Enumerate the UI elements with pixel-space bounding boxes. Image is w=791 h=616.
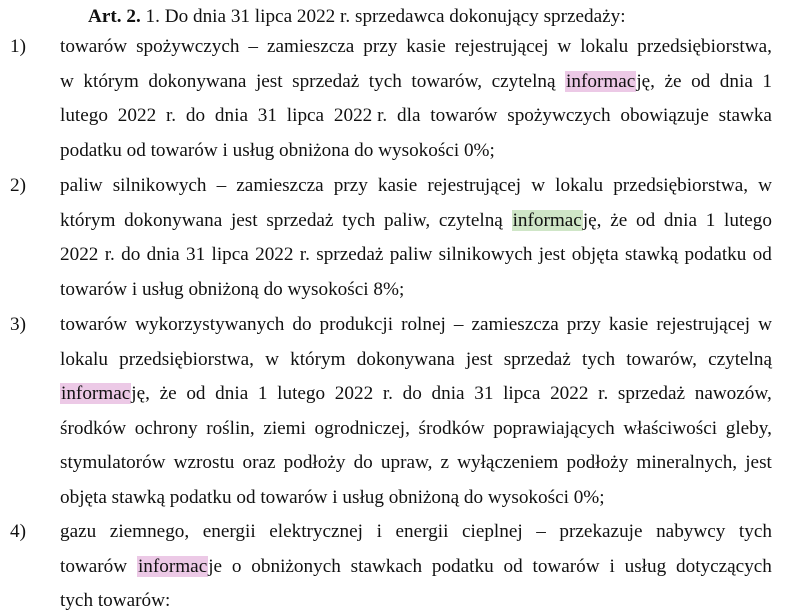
word: towarów <box>60 36 128 57</box>
word: tych <box>582 349 616 370</box>
item-line <box>60 171 772 201</box>
word: czytelną <box>708 349 772 370</box>
word: towarów <box>532 556 600 577</box>
word: tych <box>342 210 376 231</box>
word: 2022 <box>60 244 99 265</box>
word: którym <box>60 210 116 231</box>
word: właściwości <box>623 418 718 439</box>
word: rolnej <box>401 314 446 335</box>
word: dnia <box>719 71 753 92</box>
item-number: 3) <box>10 314 26 335</box>
word: spożywczych <box>136 36 240 57</box>
word: stawka <box>718 105 772 126</box>
word: lipca <box>211 244 249 265</box>
word: którym <box>83 71 139 92</box>
word: w <box>557 36 572 57</box>
word: o <box>231 556 242 577</box>
word: od <box>691 71 711 92</box>
word: przedsiębiorstwa, <box>119 349 254 370</box>
word: jest <box>230 210 258 231</box>
word: dokonywana <box>356 349 455 370</box>
word: ziemnego, <box>109 521 190 542</box>
word: sprzedaż <box>316 244 384 265</box>
word: obniżonych <box>251 556 341 577</box>
word: dla <box>397 105 421 126</box>
highlighted-word: informac <box>137 556 208 577</box>
word: tych <box>738 521 772 542</box>
word: dnia <box>215 383 249 404</box>
word: podatku <box>431 556 494 577</box>
word: podatku <box>684 244 747 265</box>
word: że <box>159 383 177 404</box>
word: usług <box>624 556 667 577</box>
word: paliw, <box>383 210 431 231</box>
word: stymulatorów <box>60 452 166 473</box>
word: dokonywana <box>148 71 247 92</box>
word: w <box>265 349 279 370</box>
item-line <box>60 379 772 409</box>
word: towarów <box>60 556 128 577</box>
word: dnia <box>214 105 248 126</box>
item-line <box>60 448 772 478</box>
word: zamieszcza <box>236 175 324 196</box>
word: silnikowych <box>112 175 207 196</box>
word: do <box>185 105 206 126</box>
item-number: 1) <box>10 36 26 57</box>
word: do <box>292 314 312 335</box>
word: obowiązuje <box>620 105 709 126</box>
word: 2022 <box>255 244 294 265</box>
word: towarów <box>430 105 498 126</box>
item-line <box>60 517 772 547</box>
word: rejestrującej <box>454 36 549 57</box>
item-line <box>60 552 772 582</box>
word: że <box>610 210 628 231</box>
word: 1 <box>705 210 716 231</box>
word: od <box>752 244 772 265</box>
word: informację, <box>61 383 150 404</box>
word: od <box>503 556 523 577</box>
word: wzrostu <box>173 452 235 473</box>
word: spożywczych <box>507 105 611 126</box>
word: od <box>636 210 656 231</box>
item-line <box>60 345 772 375</box>
word: towarów, <box>411 71 483 92</box>
word: dnia <box>663 210 697 231</box>
word: jest <box>538 244 566 265</box>
item-line: podatku od towarów i usług obniżona do wysokości 0%; <box>60 140 495 161</box>
word: informacje <box>137 556 223 577</box>
word: informację, <box>566 71 655 92</box>
word: 2022 r. <box>333 105 388 126</box>
word: sprzedaż <box>292 71 360 92</box>
highlighted-word: informac <box>61 383 131 404</box>
word: rejestrującej <box>656 314 751 335</box>
word: i <box>376 521 382 542</box>
word: lutego <box>277 383 326 404</box>
word: którym <box>290 349 346 370</box>
word: roślin, <box>206 418 255 439</box>
word: do <box>121 244 141 265</box>
word: do <box>353 452 373 473</box>
word: r. <box>104 244 115 265</box>
word: objęta <box>571 244 619 265</box>
word: jest <box>255 71 283 92</box>
word: w <box>758 175 772 196</box>
word: stawką <box>624 244 679 265</box>
highlighted-word: informac <box>566 71 636 92</box>
word: zamieszcza <box>266 36 355 57</box>
word: przy <box>363 36 398 57</box>
word: że <box>664 71 682 92</box>
word: rejestrującej <box>427 175 522 196</box>
word: zamieszcza <box>471 314 559 335</box>
word: paliw <box>60 175 103 196</box>
word: lokalu <box>580 36 629 57</box>
word: dokonywana <box>124 210 223 231</box>
word: – <box>216 175 227 196</box>
word: informację, <box>512 210 602 231</box>
word: paliw <box>389 244 433 265</box>
article-label: Art. 2. <box>88 6 141 27</box>
item-line <box>60 101 772 131</box>
word: lokalu <box>60 349 108 370</box>
item-line <box>60 310 772 340</box>
word: ogrodniczej, <box>314 418 410 439</box>
word: towarów <box>60 314 128 335</box>
word: lokalu <box>555 175 604 196</box>
word: lutego <box>724 210 772 231</box>
word: produkcji <box>319 314 394 335</box>
item-number: 4) <box>10 521 26 542</box>
word: mineralnych, <box>636 452 738 473</box>
word: od <box>186 383 206 404</box>
word: kasie <box>608 314 649 335</box>
word: 2022 <box>334 383 374 404</box>
word: przekazuje <box>559 521 643 542</box>
word: dnia <box>146 244 180 265</box>
word: – <box>248 36 258 57</box>
word: sprzedaż <box>503 349 571 370</box>
word: – <box>453 314 464 335</box>
word: z <box>440 452 450 473</box>
word: stawkach <box>350 556 423 577</box>
word: r. <box>382 383 393 404</box>
word: lipca <box>503 383 541 404</box>
word: do <box>402 383 422 404</box>
word: gleby, <box>725 418 772 439</box>
item-line <box>60 32 772 62</box>
word: jest <box>465 349 493 370</box>
word: ochrony <box>134 418 198 439</box>
word: upraw, <box>380 452 433 473</box>
word: 31 <box>257 105 277 126</box>
word: oraz <box>242 452 276 473</box>
word: wykorzystywanych <box>135 314 285 335</box>
word: nabywcy <box>656 521 726 542</box>
word: towarów, <box>626 349 697 370</box>
highlighted-word: informac <box>512 210 582 231</box>
item-number: 2) <box>10 175 26 196</box>
article-heading <box>88 2 626 32</box>
word: lutego <box>60 105 108 126</box>
word: sprzedaż <box>266 210 334 231</box>
word: przedsiębiorstwa, <box>613 175 749 196</box>
word: tych <box>368 71 402 92</box>
word: w <box>758 314 772 335</box>
word: silnikowych <box>438 244 533 265</box>
word: r. <box>598 383 609 404</box>
word: energii <box>202 521 256 542</box>
word: r. <box>165 105 177 126</box>
word: elektrycznej <box>269 521 363 542</box>
word: gazu <box>60 521 97 542</box>
word: 31 <box>186 244 206 265</box>
word: 2022 <box>550 383 589 404</box>
item-line: objęta stawką podatku od towarów i usług obniżoną do wysokości 0%; <box>60 487 605 508</box>
word: lipca <box>286 105 325 126</box>
word: nawozów, <box>694 383 772 404</box>
item-line: tych towarów: <box>60 590 171 611</box>
article-intro: 1. Do dnia 31 lipca 2022 r. sprzedawca dokonujący sprzedaży: <box>145 6 626 27</box>
word: wyłączeniem <box>457 452 559 473</box>
word: ziemi <box>263 418 306 439</box>
word: cieplnej <box>461 521 523 542</box>
word: energii <box>395 521 449 542</box>
word: przy <box>566 314 601 335</box>
word: sprzedaż <box>617 383 686 404</box>
word: – <box>536 521 546 542</box>
word: środków <box>60 418 127 439</box>
word: czytelną <box>491 71 556 92</box>
item-line <box>60 240 772 270</box>
word: przedsiębiorstwa, <box>637 36 772 57</box>
word: poprawiających <box>493 418 615 439</box>
word: przy <box>333 175 368 196</box>
word: w <box>60 71 74 92</box>
item-line: towarów i usług obniżoną do wysokości 8%; <box>60 279 405 300</box>
item-line <box>60 67 772 97</box>
item-line <box>60 206 772 236</box>
word: dnia <box>431 383 465 404</box>
word: podłoży <box>566 452 629 473</box>
item-line <box>60 414 772 444</box>
word: 1 <box>257 383 268 404</box>
word: jest <box>745 452 772 473</box>
word: podłoży <box>283 452 346 473</box>
word: 31 <box>474 383 494 404</box>
word: w <box>531 175 546 196</box>
word: dotyczących <box>676 556 772 577</box>
word: kasie <box>406 36 446 57</box>
word: czytelną <box>438 210 503 231</box>
word: kasie <box>377 175 418 196</box>
word: r. <box>299 244 310 265</box>
word: i <box>609 556 615 577</box>
word: 2022 <box>117 105 157 126</box>
word: środków <box>418 418 485 439</box>
word: 1 <box>762 71 772 92</box>
